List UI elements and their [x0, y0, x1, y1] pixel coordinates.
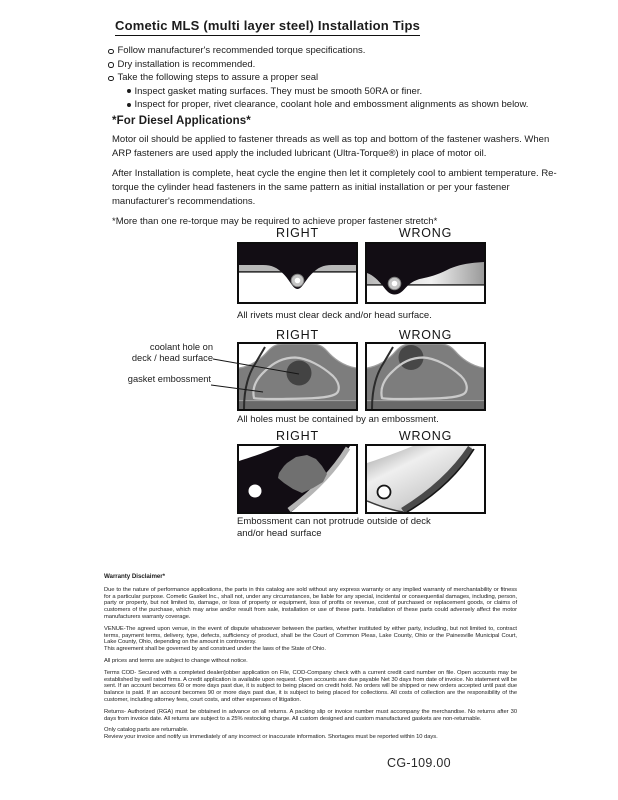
holes-wrong-label: WRONG	[398, 328, 453, 342]
embossment-wrong-label: WRONG	[398, 429, 453, 443]
embossment-right-illustration	[239, 446, 356, 512]
rivet-right-label: RIGHT	[276, 226, 319, 240]
diesel-section	[112, 114, 564, 235]
sub-tip-item	[127, 85, 570, 99]
tip-text: Follow manufacturer's recommended torque specifications.	[117, 45, 366, 56]
coolant-hole-icon	[287, 361, 312, 386]
rivets-caption: All rivets must clear deck and/or head surface.	[237, 310, 432, 321]
dot-bullet-icon	[127, 89, 131, 93]
rivet-wrong-diagram	[365, 242, 486, 304]
diesel-paragraph-1: Motor oil should be applied to fastener threads as well as top and bottom of the fastener washers. When ARP fasteners are used apply the included lubricant (Ultra-Torque®) in place of motor oil.	[112, 134, 550, 159]
tip-item	[108, 44, 570, 58]
legal-section	[104, 574, 517, 746]
circle-bullet-icon	[108, 76, 114, 82]
hole-right-illustration	[239, 344, 356, 409]
circle-bullet-icon	[108, 62, 114, 68]
legal-paragraph: Due to the nature of performance applications, the parts in this catalog are sold without any express warranty or any implied warranty of merchantability or fitness for a particular purpose. Cometic Gasket Inc., shall not, under any circumstances, be liable for any special, incidental or consequential damages, including, person, party or property, but not limited to, damage, or loss of property or equipment, loss of profits or revenue, cost of purchased or replacement goods, or claims of customers of the purchase, which may arise and/or result from sale, installation or use of these parts. Installation of these parts could adversely affect the motor manufacturers warranty coverage.	[104, 586, 517, 620]
sub-tip-text: Inspect gasket mating surfaces. They must be smooth 50RA or finer.	[134, 85, 423, 97]
embossment-right-label: RIGHT	[276, 429, 319, 443]
diesel-heading: *For Diesel Applications*	[112, 115, 251, 127]
holes-caption: All holes must be contained by an embossment.	[237, 414, 439, 425]
tip-item	[108, 58, 570, 72]
legal-paragraph: Review your invoice and notify us immediately of any incorrect or inaccurate information. Shortages must be reported within 10 days.	[104, 734, 438, 741]
bolt-hole-icon	[249, 485, 262, 498]
coolant-hole-callout: coolant hole on deck / head surface	[131, 342, 213, 363]
legal-paragraph: This agreement shall be governed by and construed under the laws of the State of Ohio.	[104, 646, 326, 653]
hole-right-diagram	[237, 342, 358, 411]
rivet-wrong-label: WRONG	[398, 226, 453, 240]
embossment-caption: Embossment can not protrude outside of deck and/or head surface	[237, 516, 431, 539]
retorque-note: *More than one re-torque may be required to achieve proper fastener stretch*	[112, 216, 438, 227]
page-code: CG-109.00	[387, 756, 451, 770]
rivet-right-diagram	[237, 242, 358, 304]
tip-item	[108, 71, 570, 85]
embossment-wrong-illustration	[367, 446, 484, 512]
rivet-wrong-illustration	[367, 244, 484, 302]
embossment-wrong-diagram	[365, 444, 486, 514]
holes-right-label: RIGHT	[276, 328, 319, 342]
legal-paragraph: Returns- Authorized (RGA) must be obtained in advance on all returns. A packing slip or invoice number must accompany the merchandise. No returns after 30 days from invoice date. All returns are subject to a 25% restocking charge. All custom designed and custom manufactured gaskets are non-returnable.	[104, 708, 517, 722]
circle-bullet-icon	[108, 49, 114, 55]
diesel-paragraph-2: After Installation is complete, heat cycle the engine then let it completely cool to ambient temperature. Re-torque the cylinder head fasteners in the same pattern as initial installation or per your fastener manufacturer's recommendations.	[112, 168, 557, 207]
gasket-embossment-callout: gasket embossment	[127, 374, 211, 384]
hole-wrong-diagram	[365, 342, 486, 411]
sub-tip-text: Inspect for proper, rivet clearance, coolant hole and embossment alignments as shown below.	[134, 99, 529, 110]
warranty-disclaimer-heading: Warranty Disclaimer*	[104, 573, 166, 580]
dot-bullet-icon	[127, 103, 131, 107]
legal-paragraph: Terms COD- Secured with a completed dealer/jobber application on File, COD-Company check with a current credit card number on file. Open accounts may be established by well rated firms. A credit application is available upon request. Open accounts are due payable Net 30 days from date of invoice. No statement will be sent. If an account becomes 60 or more days past due, it is subject to being placed on credit hold. No orders will be shipped or new orders accepted until past due balance is paid. If an account becomes 90 or more days past due, it is subject to being placed for collections. All costs of collection are the responsibility of the customer, including attorney fees, court costs, and other expenses of litigation.	[104, 669, 517, 703]
sub-tip-item	[127, 98, 570, 112]
bolt-hole-icon	[378, 486, 391, 499]
legal-paragraph: All prices and terms are subject to change without notice.	[104, 657, 248, 664]
legal-paragraph: Only catalog parts are returnable.	[104, 727, 189, 734]
tip-text: Dry installation is recommended.	[117, 58, 256, 70]
hole-wrong-illustration	[367, 344, 484, 409]
legal-paragraph: VENUE-The agreed upon venue, in the event of dispute whatsoever between the parties, whether instituted by either party, including, but not limited to, contract terms, payment terms, delivery, type, defects, sufficiency of product, shall be the Court of Common Pleas, Lake County, Ohio or the Painesville Municipal Court, Lake County, Ohio, depending on the amount in controversy.	[104, 625, 517, 646]
tips-list	[108, 44, 570, 112]
tip-text: Take the following steps to assure a proper seal	[117, 72, 319, 83]
page-title: Cometic MLS (multi layer steel) Installation Tips	[115, 18, 420, 36]
rivet-right-illustration	[239, 244, 356, 302]
embossment-right-diagram	[237, 444, 358, 514]
